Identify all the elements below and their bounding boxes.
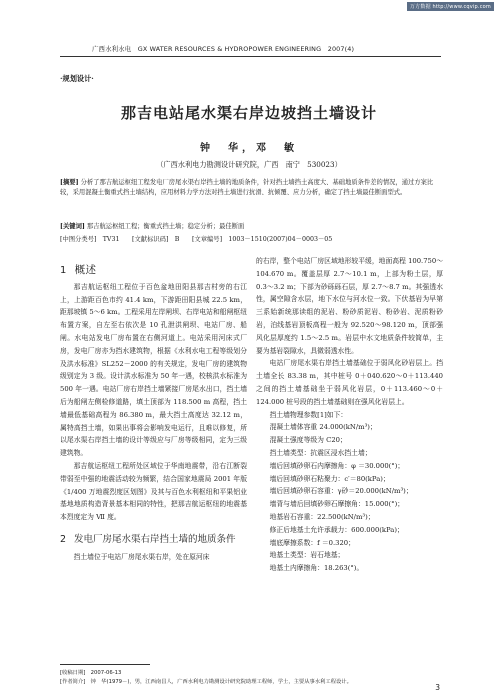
footnote-received: [收稿日期] 2007-06-13	[60, 670, 122, 676]
parameter-item: 墙后回填砂卵石粘聚力：c′＝80(kPa)；	[269, 474, 390, 483]
keywords-label: [关键词]	[60, 223, 85, 230]
watermark-stamp: 万方数据 http://www.cqvip.com	[407, 2, 494, 11]
section-1-heading	[60, 264, 247, 278]
parameter-item: 混凝土强度等级为 C20；	[269, 436, 347, 445]
page-number: 3	[435, 683, 440, 692]
footnote-divider	[60, 664, 150, 665]
footnote-author: [作者简介] 钟 华(1979－)，男，江西南昌人，广西水利电力勘测设计研究院助理工程师，学士，主要从事水利工程设计。	[60, 679, 352, 685]
abstract-text: 分析了那吉航运枢纽工程发电厂房尾水渠右岸挡土墙的地质条件，针对挡土墙挡土高度大、基础地质条件差的情况，通过方案比较，采用混凝土衡重式挡土墙结构，应用材料力学方法对挡土墙进行抗滑、抗倾覆、应力分析，确定了挡土墙最佳断面型式。	[60, 179, 434, 197]
parameter-item: 挡土墙类型：抗震区浸水挡土墙；	[269, 448, 372, 457]
section-tag: ·规划设计·	[60, 74, 94, 83]
section-2-title: 发电厂房尾水渠右岸挡土墙的地质条件	[74, 533, 236, 545]
parameter-item: 墙后回填砂卵石内摩擦角：φ ＝30.000(°)；	[269, 461, 405, 470]
right-column	[256, 255, 443, 575]
parameter-item: 地基土内摩擦角：18.263(°)。	[269, 564, 364, 573]
keywords-text: 那吉航运枢纽工程；衡重式挡土墙；稳定分析；最佳断面	[86, 223, 245, 230]
running-header: 广西水利水电 GX WATER RESOURCES & HYDROPOWER ENGINEERING 2007(4)	[92, 45, 355, 53]
parameter-item: 混凝土墙体容重 24.000(kN/m³)；	[269, 423, 377, 432]
keywords	[60, 221, 441, 230]
abstract-label: [摘要]	[60, 179, 79, 186]
classification-line: [中图分类号] TV31 [文献标识码] B [文章编号] 1003－1510(2007)04－0003－05	[60, 236, 333, 243]
paragraph-geology-1: 挡土墙位于电站厂房尾水渠右岸，处在原河床	[73, 552, 210, 561]
left-column	[60, 262, 247, 564]
paragraph-overview-1: 那吉航运枢纽工程位于百色盆地田阳县那吉村旁的右江上，上游距百色市约 41.4 km，下游距田阳县城 22.5 km，距那坡镇 5～6 km。工程采用左岸闸坝、右岸电站和船闸枢纽布置方案，自左至右依次是 10 孔泄洪闸坝、电站厂房、船闸。水电站发电厂房布置在右侧河道上。电站采用河床式厂房，发电厂房亦为挡水建筑物，根据《水利水电工程等级划分及洪水标准》SL252－2000 的有关规定，发电厂房的建筑物级别定为 3 级。设计洪水标准为 50 年一遇，校核洪水标准为 500 年一遇。电站厂房右岸挡土墙紧接厂房尾水出口，挡土墙后为船闸左侧检修道路，填土顶部为 118.500 m 高程，挡土墙最低基础高程为 86.380 m，最大挡土高度达 32.12 m，属特高挡土墙，如果出事将会影响发电运行，且难以修复，所以尾水渠右岸挡土墙的设计等级应与厂房等级相同，定为三级建筑物。	[60, 282, 247, 458]
section-2-heading	[60, 532, 247, 547]
section-1-number: 1	[60, 265, 67, 276]
paragraph-overview-2: 那吉航运枢纽工程所处区域位于华南地震带，沿右江断裂带弱至中强的地震活动较为频繁，结合国家地震局 2001 年版《1/400 万地震烈度区划图》及其与百色水利枢纽和平果铝业基地地质构造背景基本相同的特性，把那吉航运枢纽的地震基本烈度定为 Ⅶ 度。	[60, 461, 247, 522]
affiliation: （广西水利电力勘测设计研究院，广西 南宁 530023）	[156, 160, 342, 169]
header-divider	[60, 56, 441, 57]
parameter-item: 墙背与墙后回填砂卵石摩擦角：15.000(°)；	[269, 500, 405, 509]
paper-title: 那吉电站尾水渠右岸边坡挡土墙设计	[120, 104, 377, 122]
parameter-item: 地基岩石容重：22.500(kN/m³)；	[269, 512, 375, 521]
parameter-item: 地基土类型：岩石地基；	[269, 551, 345, 560]
authors: 钟 华，邓 敏	[200, 143, 298, 154]
parameter-item: 墙后回填砂卵石容重：γ砂＝20.000(kN/m³)；	[269, 487, 413, 496]
section-1-title: 概述	[74, 264, 97, 276]
abstract	[60, 178, 441, 198]
section-2-number: 2	[60, 533, 67, 545]
parameter-list	[256, 421, 443, 575]
paragraph-params-intro: 挡土墙物理参数[1]如下：	[269, 410, 348, 419]
parameter-item: 修正后地基土允许承载力：600.000(kPa)；	[269, 525, 404, 534]
paragraph-geology-3: 电站厂房尾水渠右岸挡土墙基础位于弱风化砂岩层上。挡土墙全长 83.38 m，其中桩号 0＋040.620～0＋113.440 之间的挡土墙基础坐于弱风化岩层，0＋113.460～0＋124.000 桩号段的挡土墙基础则在强风化岩层上。	[256, 359, 443, 406]
parameter-item: 墙底摩擦系数：f ＝0.320；	[269, 538, 355, 547]
paragraph-geology-2: 的右岸，整个电站厂房区域地形较平缓，地面高程 100.750～104.670 m。覆盖层厚 2.7～10.1 m，上部为粉土层，厚 0.3～3.2 m；下部为砂砾砾石层，厚 2.7～8.7 m。其强透水性，属空隙含水层，地下水位与河水位一致。下伏基岩为早第三系始新统那读组的泥岩、粉砂质泥岩、粉砂岩、泥质粉砂岩，泊线基岩顶板高程一般为 92.520～98.120 m，顶部强风化层厚度约 1.5～2.5 m。岩层中水文地质条件较简单，主要为基岩裂隙水，具微弱透水性。	[256, 257, 443, 355]
